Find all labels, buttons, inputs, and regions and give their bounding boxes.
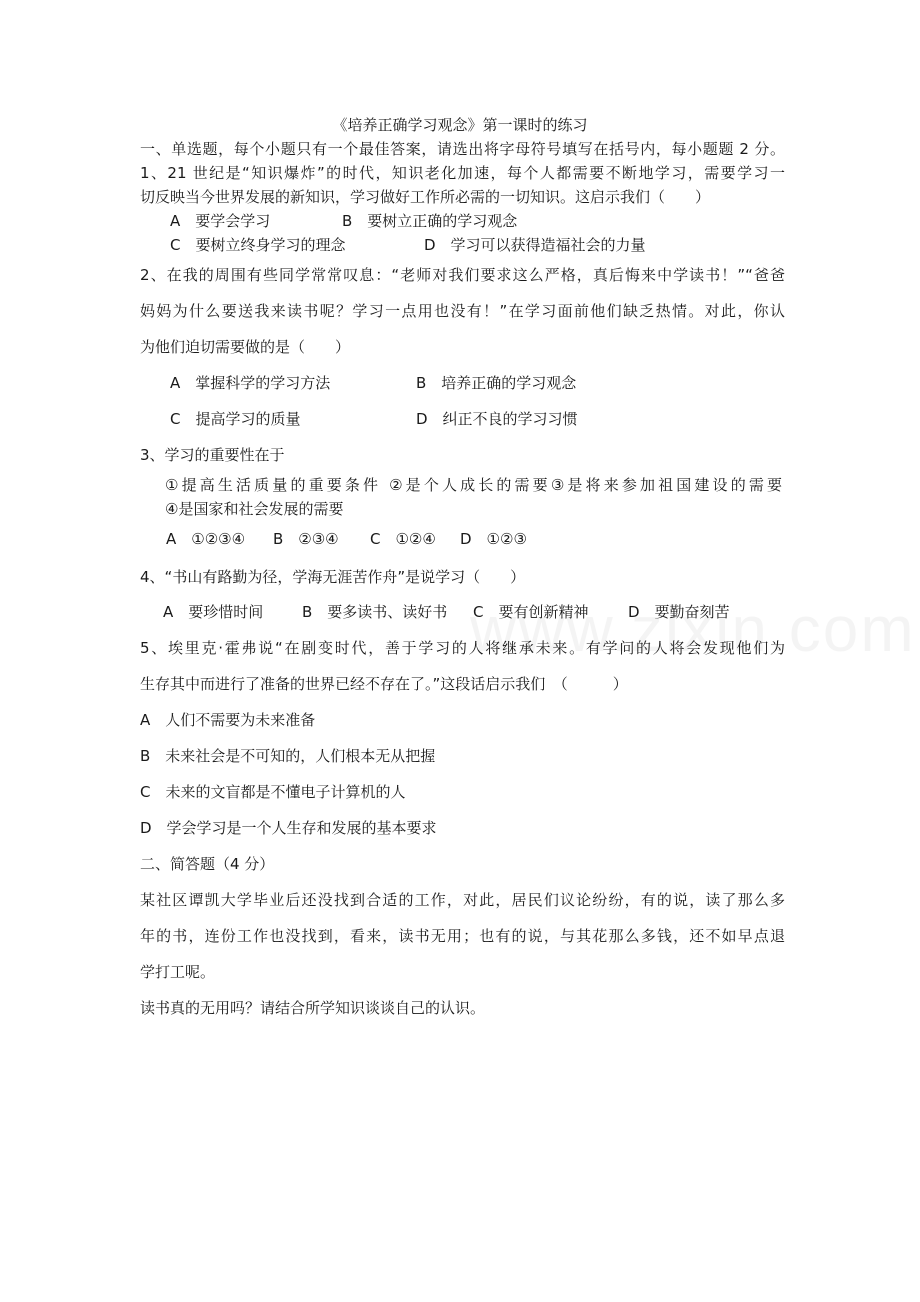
q3-stem: 3、学习的重要性在于 (140, 446, 285, 464)
q2-stem-line1: 2、在我的周围有些同学常常叹息：“老师对我们要求这么严格，真后悔来中学读书！”“爸爸 (140, 266, 785, 284)
q3-option-a: A ①②③④ (166, 530, 246, 548)
q2-option-d: D 纠正不良的学习习惯 (416, 410, 578, 428)
q5-option-a: A 人们不需要为未来准备 (140, 711, 316, 729)
q2-option-b: B 培养正确的学习观念 (416, 374, 577, 392)
q4-option-a: A 要珍惜时间 (163, 603, 264, 621)
q3-option-c: C ①②④ (370, 530, 436, 548)
q1-option-c: C 要树立终身学习的理念 (170, 236, 346, 254)
q3-statement-line1: ①提高生活质量的重要条件 ②是个人成长的需要③是将来参加祖国建设的需要 (165, 476, 782, 494)
q5-option-b: B 未来社会是不可知的，人们根本无从把握 (140, 747, 436, 765)
q2-stem-line2: 妈妈为什么要送我来读书呢？学习一点用也没有！”在学习面前他们缺乏热情。对此，你认 (140, 302, 785, 320)
q5-option-c: C 未来的文盲都是不懂电子计算机的人 (140, 783, 406, 801)
q4-stem: 4、“书山有路勤为径，学海无涯苦作舟”是说学习（ ） (140, 568, 526, 586)
section2-para-line2: 年的书，连份工作也没找到，看来，读书无用；也有的说，与其花那么多钱，还不如早点退 (140, 927, 785, 945)
q3-statement-line2: ④是国家和社会发展的需要 (165, 500, 344, 518)
watermark (470, 592, 920, 666)
q2-option-a: A 掌握科学的学习方法 (170, 374, 331, 392)
q3-option-b: B ②③④ (273, 530, 339, 548)
q2-option-c: C 提高学习的质量 (170, 410, 301, 428)
q4-option-b: B 要多读书、读好书 (302, 603, 448, 621)
q1-option-d: D 学习可以获得造福社会的力量 (424, 236, 646, 254)
q4-option-c: C 要有创新精神 (473, 603, 589, 621)
section2-para-line1: 某社区谭凯大学毕业后还没找到合适的工作，对此，居民们议论纷纷，有的说，读了那么多 (140, 891, 785, 909)
q1-stem-line1: 1、21 世纪是“知识爆炸”的时代，知识老化加速，每个人都需要不断地学习，需要学习一 (140, 164, 785, 182)
q4-option-d: D 要勤奋刻苦 (628, 603, 730, 621)
q1-option-b: B 要树立正确的学习观念 (342, 212, 518, 230)
q5-stem-line1: 5、埃里克·霍弗说“在剧变时代，善于学习的人将继承未来。有学问的人将会发现他们为 (140, 639, 785, 657)
section1-heading: 一、单选题，每个小题只有一个最佳答案，请选出将字母符号填写在括号内，每小题题 2 分。 (140, 140, 785, 158)
document-title: 《培养正确学习观念》第一课时的练习 (332, 116, 588, 134)
section2-heading: 二、简答题（4 分） (140, 855, 275, 873)
q5-stem-line2: 生存其中而进行了准备的世界已经不存在了。”这段话启示我们 （ ） (140, 675, 628, 693)
q5-option-d: D 学会学习是一个人生存和发展的基本要求 (140, 819, 437, 837)
q1-stem-line2: 切反映当今世界发展的新知识，学习做好工作所必需的一切知识。这启示我们（ ） (140, 188, 711, 206)
q3-option-d: D ①②③ (460, 530, 527, 548)
section2-question: 读书真的无用吗？请结合所学知识谈谈自己的认识。 (140, 999, 486, 1017)
q2-stem-line3: 为他们迫切需要做的是（ ） (140, 338, 351, 356)
q1-option-a: A 要学会学习 (170, 212, 271, 230)
section2-para-line3: 学打工呢。 (140, 963, 216, 981)
